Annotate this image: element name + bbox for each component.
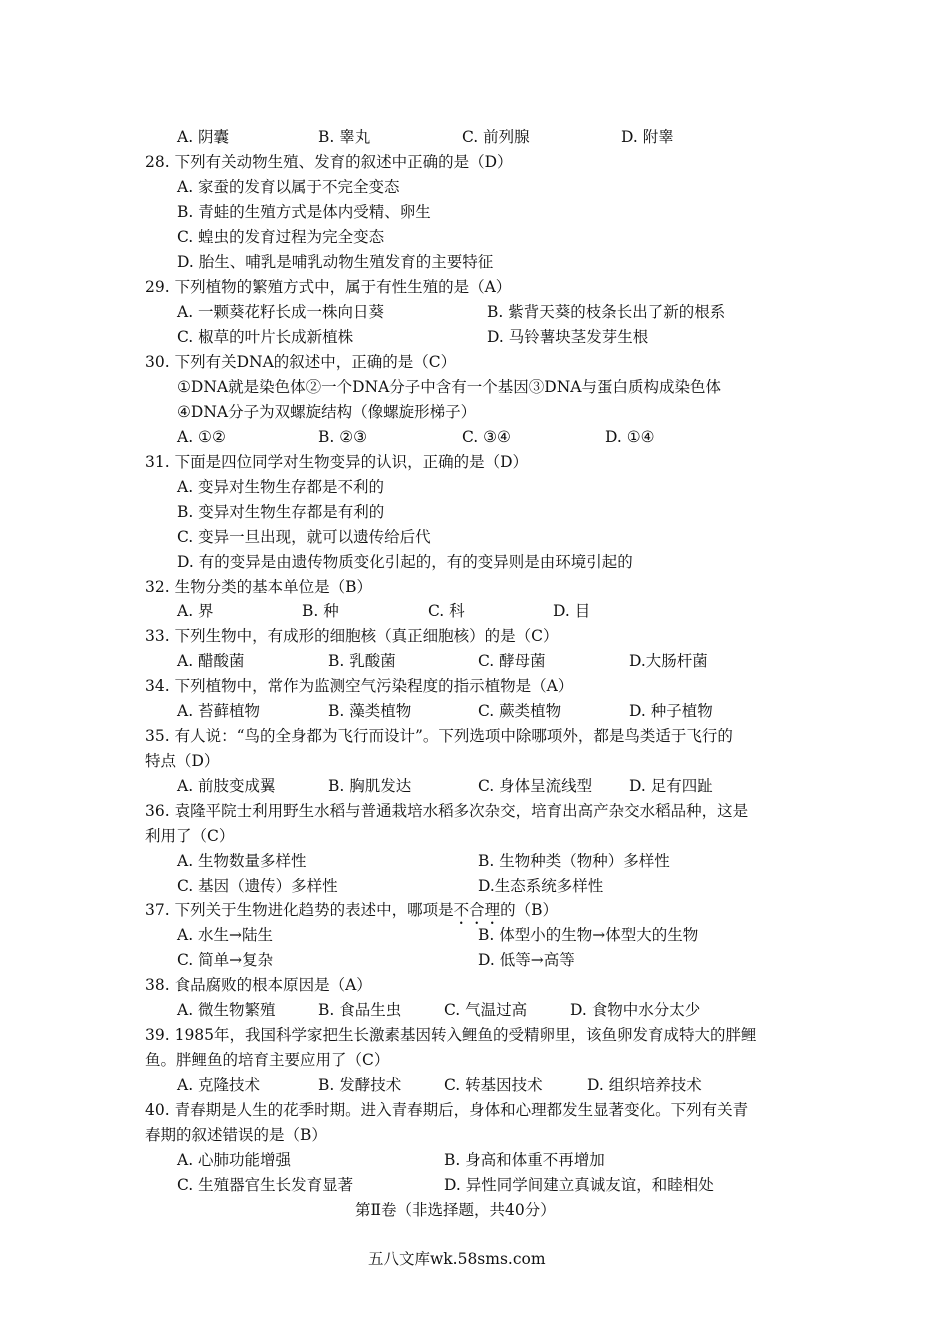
q40-option-a: A. 心肺功能增强 [177, 1151, 292, 1169]
q34-option-d: D. 种子植物 [629, 702, 713, 720]
q34-option-c: C. 蕨类植物 [478, 702, 562, 720]
q37-text-post: 的（B） [500, 901, 558, 919]
q37-option-a: A. 水生→陆生 [177, 926, 274, 944]
q27-option-b: B. 睾丸 [318, 128, 371, 146]
question-39-cont: 鱼。胖鲤鱼的培育主要应用了（C） [145, 1051, 390, 1069]
question-40: 40. 青春期是人生的花季时期。进入青春期后，身体和心理都发生显著变化。下列有关青 [145, 1101, 749, 1119]
q40-option-b: B. 身高和体重不再增加 [444, 1151, 605, 1169]
q38-option-a: A. 微生物繁殖 [177, 1001, 276, 1019]
question-35: 35. 有人说：“鸟的全身都为飞行而设计”。下列选项中除哪项外，都是鸟类适于飞行的 [145, 727, 733, 745]
q35-option-b: B. 胸肌发达 [328, 777, 412, 795]
q28-option-a: A. 家蚕的发育以属于不完全变态 [177, 178, 400, 196]
q39-option-d: D. 组织培养技术 [587, 1076, 702, 1094]
question-30: 30. 下列有关DNA的叙述中，正确的是（C） [145, 353, 457, 371]
q30-option-c: C. ③④ [462, 428, 511, 446]
question-36-cont: 利用了（C） [145, 827, 235, 845]
q27-option-d: D. 附睾 [621, 128, 674, 146]
q29-option-c: C. 椒草的叶片长成新植株 [177, 328, 354, 346]
q37-option-d: D. 低等→高等 [478, 951, 575, 969]
section-heading: 第Ⅱ卷（非选择题，共40分） [355, 1201, 556, 1219]
question-29: 29. 下列植物的繁殖方式中，属于有性生殖的是（A） [145, 278, 512, 296]
q33-option-b: B. 乳酸菌 [328, 652, 396, 670]
q30-option-d: D. ①④ [605, 428, 655, 446]
q32-option-b: B. 种 [302, 602, 339, 620]
q33-option-c: C. 酵母菌 [478, 652, 546, 670]
q37-option-b: B. 体型小的生物→体型大的生物 [478, 926, 699, 944]
q32-option-c: C. 科 [428, 602, 465, 620]
question-34: 34. 下列植物中，常作为监测空气污染程度的指示植物是（A） [145, 677, 574, 695]
q39-option-c: C. 转基因技术 [444, 1076, 543, 1094]
q36-option-c: C. 基因（遗传）多样性 [177, 877, 338, 895]
q31-option-d: D. 有的变异是由遗传物质变化引起的，有的变异则是由环境引起的 [177, 553, 633, 571]
q29-option-a: A. 一颗葵花籽长成一株向日葵 [177, 303, 385, 321]
question-35-cont: 特点（D） [145, 752, 220, 770]
q38-option-c: C. 气温过高 [444, 1001, 528, 1019]
q32-option-a: A. 界 [177, 602, 214, 620]
q32-option-d: D. 目 [553, 602, 591, 620]
question-33: 33. 下列生物中，有成形的细胞核（真正细胞核）的是（C） [145, 627, 559, 645]
q30-option-b: B. ②③ [318, 428, 368, 446]
question-39: 39. 1985年，我国科学家把生长激素基因转入鲤鱼的受精卵里，该鱼卵发育成特大的胖鲤 [145, 1026, 757, 1044]
question-40-cont: 春期的叙述错误的是（B） [145, 1126, 327, 1144]
q29-option-b: B. 紫背天葵的枝条长出了新的根系 [487, 303, 726, 321]
q37-emphasis: 不合理 [453, 901, 501, 919]
q28-option-d: D. 胎生、哺乳是哺乳动物生殖发育的主要特征 [177, 253, 494, 271]
q34-option-a: A. 苔藓植物 [177, 702, 261, 720]
q29-option-d: D. 马铃薯块茎发芽生根 [487, 328, 649, 346]
q27-option-a: A. 阴囊 [177, 128, 230, 146]
q39-option-a: A. 克隆技术 [177, 1076, 261, 1094]
q27-option-c: C. 前列腺 [462, 128, 530, 146]
question-32: 32. 生物分类的基本单位是（B） [145, 578, 372, 596]
q33-option-d: D.大肠杆菌 [629, 652, 708, 670]
page-footer: 五八文库wk.58sms.com [368, 1250, 546, 1268]
q36-option-b: B. 生物种类（物种）多样性 [478, 852, 670, 870]
q35-option-a: A. 前肢变成翼 [177, 777, 276, 795]
q31-option-c: C. 变异一旦出现，就可以遗传给后代 [177, 528, 431, 546]
q35-option-d: D. 足有四趾 [629, 777, 713, 795]
q40-option-c: C. 生殖器官生长发育显著 [177, 1176, 354, 1194]
q33-option-a: A. 醋酸菌 [177, 652, 245, 670]
question-31: 31. 下面是四位同学对生物变异的认识，正确的是（D） [145, 453, 529, 471]
question-28: 28. 下列有关动物生殖、发育的叙述中正确的是（D） [145, 153, 513, 171]
q37-text-pre: 37. 下列关于生物进化趋势的表述中，哪项是 [145, 901, 454, 919]
question-36: 36. 袁隆平院士利用野生水稻与普通栽培水稻多次杂交，培育出高产杂交水稻品种，这是 [145, 802, 749, 820]
q40-option-d: D. 异性同学间建立真诚友谊，和睦相处 [444, 1176, 714, 1194]
q31-option-a: A. 变异对生物生存都是不利的 [177, 478, 385, 496]
question-37 [145, 900, 558, 928]
q37-option-c: C. 简单→复杂 [177, 951, 274, 969]
q38-option-d: D. 食物中水分太少 [570, 1001, 701, 1019]
q34-option-b: B. 藻类植物 [328, 702, 412, 720]
q30-option-a: A. ①② [177, 428, 226, 446]
q36-option-a: A. 生物数量多样性 [177, 852, 307, 870]
q28-option-c: C. 蝗虫的发育过程为完全变态 [177, 228, 385, 246]
q30-statement-1: ①DNA就是染色体②一个DNA分子中含有一个基因③DNA与蛋白质构成染色体 [177, 378, 721, 396]
q38-option-b: B. 食品生虫 [318, 1001, 402, 1019]
question-38: 38. 食品腐败的根本原因是（A） [145, 976, 372, 994]
q30-statement-2: ④DNA分子为双螺旋结构（像螺旋形梯子） [177, 403, 477, 421]
q36-option-d: D.生态系统多样性 [478, 877, 604, 895]
q39-option-b: B. 发酵技术 [318, 1076, 402, 1094]
q31-option-b: B. 变异对生物生存都是有利的 [177, 503, 385, 521]
q35-option-c: C. 身体呈流线型 [478, 777, 593, 795]
q28-option-b: B. 青蛙的生殖方式是体内受精、卵生 [177, 203, 431, 221]
